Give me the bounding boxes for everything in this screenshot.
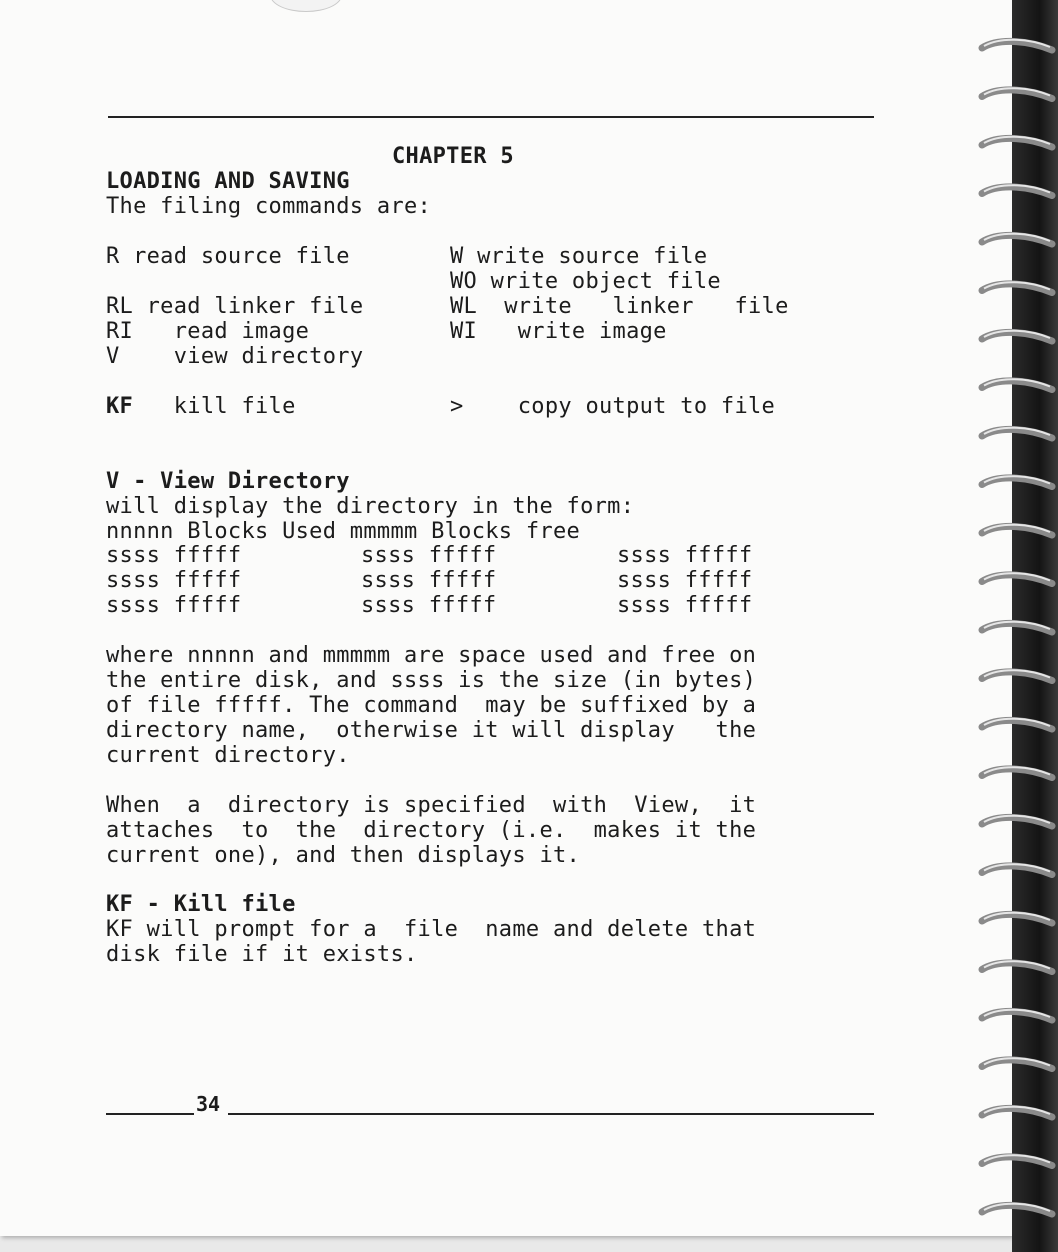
dir-entry: ssss fffff [361, 543, 497, 568]
dir-entry: ssss fffff [617, 543, 753, 568]
dir-entry: ssss fffff [106, 568, 242, 593]
command-code: KF [106, 394, 134, 419]
dir-entry: ssss fffff [617, 593, 753, 618]
header-rule [108, 116, 874, 118]
command-code: RI [106, 319, 134, 344]
section-title: LOADING AND SAVING [106, 169, 350, 194]
view-section-title: V - View Directory [106, 469, 350, 494]
chapter-heading: CHAPTER 5 [392, 144, 514, 169]
footer-rule-right [228, 1113, 874, 1115]
paragraph-line: current directory. [106, 743, 350, 768]
command-v [106, 344, 363, 369]
footer-rule-left [106, 1113, 194, 1115]
command-code: V [106, 344, 120, 369]
command-ri [106, 319, 309, 344]
paragraph-line: KF will prompt for a file name and delete that [106, 917, 757, 942]
paragraph-line: directory name, otherwise it will display the [106, 718, 757, 743]
paragraph-line: When a directory is specified with View, it [106, 793, 757, 818]
blocks-summary-line: nnnnn Blocks Used mmmmm Blocks free [106, 519, 581, 544]
paragraph-line: of file fffff. The command may be suffixed by a [106, 693, 757, 718]
command-code: RL [106, 294, 134, 319]
command-w [450, 244, 707, 269]
command-desc: write linker file [504, 294, 789, 319]
punch-hole [270, 0, 342, 12]
view-description: will display the directory in the form: [106, 494, 635, 519]
command-desc: copy output to file [517, 394, 776, 419]
dir-entry: ssss fffff [361, 568, 497, 593]
paragraph-line: where nnnnn and mmmmm are space used and free on [106, 643, 757, 668]
paragraph-line: attaches to the directory (i.e. makes it the [106, 818, 757, 843]
paragraph-line: current one), and then displays it. [106, 843, 581, 868]
command-wo [450, 269, 721, 294]
paragraph-line: the entire disk, and ssss is the size (in bytes) [106, 668, 757, 693]
command-desc: read source file [133, 244, 350, 269]
command-desc: write image [517, 319, 667, 344]
command-desc: view directory [173, 344, 364, 369]
command-wi [450, 319, 667, 344]
command-gt [450, 394, 775, 419]
command-desc: write object file [490, 269, 721, 294]
command-desc: read linker file [146, 294, 364, 319]
spiral-binding [978, 0, 1058, 1252]
dir-entry: ssss fffff [106, 543, 242, 568]
command-code: R [106, 244, 120, 269]
command-r [106, 244, 350, 269]
kf-section-title: KF - Kill file [106, 892, 296, 917]
command-kf [106, 394, 296, 419]
command-code: W [450, 244, 464, 269]
page-number: 34 [196, 1092, 221, 1116]
command-desc: read image [173, 319, 310, 344]
command-code: > [450, 394, 464, 419]
command-wl [450, 294, 789, 319]
paragraph-line: disk file if it exists. [106, 942, 418, 967]
command-code: WO [450, 269, 478, 294]
command-desc: kill file [173, 394, 296, 419]
dir-entry: ssss fffff [106, 593, 242, 618]
command-code: WI [450, 319, 478, 344]
intro-text: The filing commands are: [106, 194, 432, 219]
command-desc: write source file [477, 244, 708, 269]
command-rl [106, 294, 363, 319]
dir-entry: ssss fffff [617, 568, 753, 593]
dir-entry: ssss fffff [361, 593, 497, 618]
command-code: WL [450, 294, 478, 319]
